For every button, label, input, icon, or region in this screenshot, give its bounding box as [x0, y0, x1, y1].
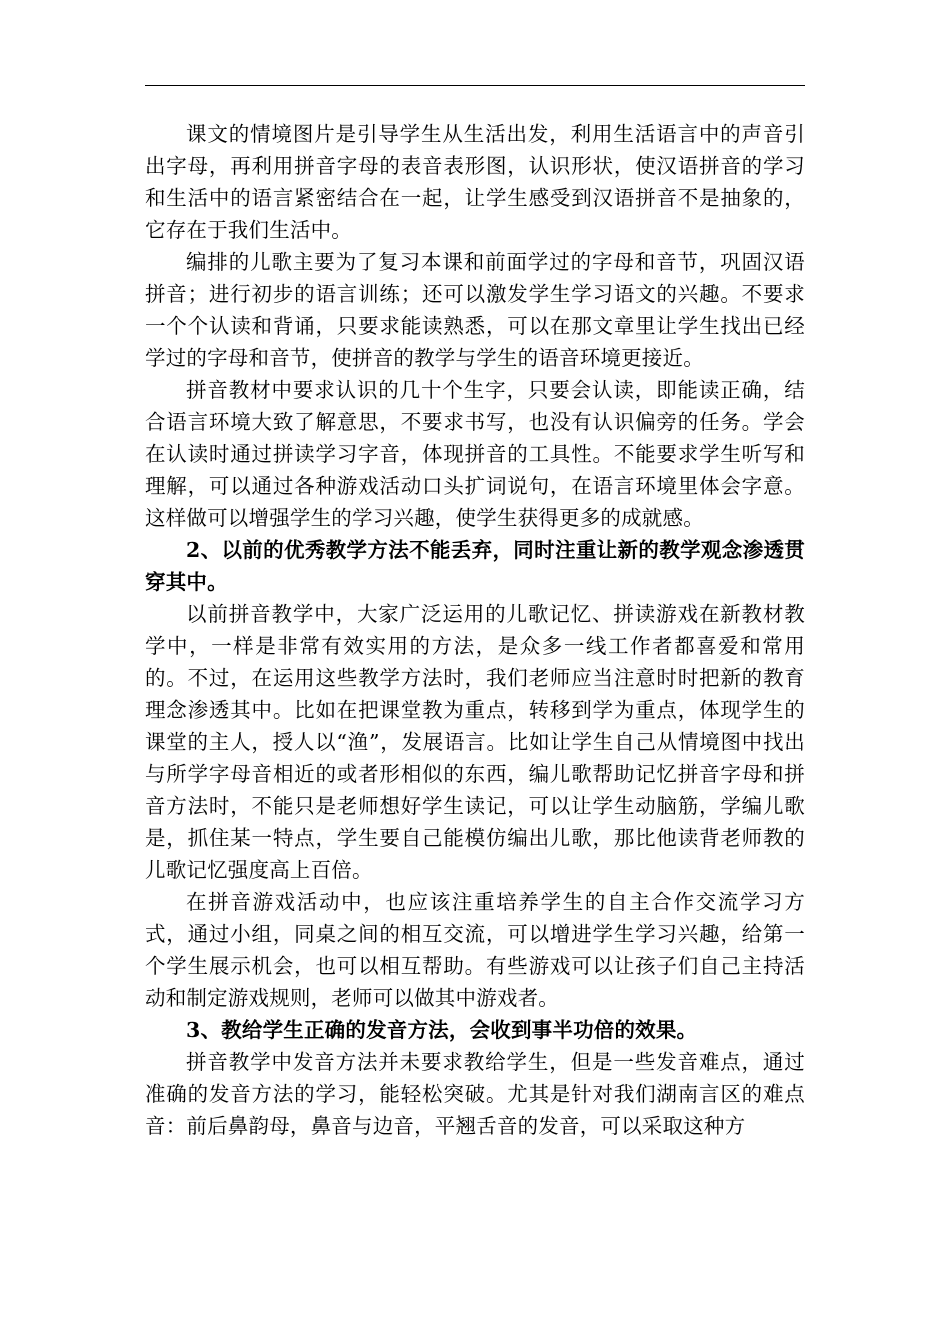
paragraph: 拼音教学中发音方法并未要求教给学生，但是一些发音难点，通过准确的发音方法的学习，能轻松突破。尤其是针对我们湖南言区的难点音：前后鼻韵母，鼻音与边音，平翘舌音的发音，可以采取这种方 [145, 1050, 805, 1138]
section-heading: 3、教给学生正确的发音方法，会收到事半功倍的效果。 [186, 1018, 698, 1042]
paragraph: 以前拼音教学中，大家广泛运用的儿歌记忆、拼读游戏在新教材教学中，一样是非常有效实用的方法，是众多一线工作者都喜爱和常用的。不过，在运用这些教学方法时，我们老师应当注意时时把新的教育理念渗透其中。比如在把课堂教为重点，转移到学为重点，体现学生的课堂的主人，授人以“渔”，发展语言。比如让学生自己从情境图中找出与所学字母音相近的或者形相似的东西，编儿歌帮助记忆拼音字母和拼音方法时，不能只是老师想好学生读记，可以让学生动脑筋，学编儿歌是，抓住某一特点，学生要自己能模仿编出儿歌，那比他读背老师教的儿歌记忆强度高上百倍。 [145, 602, 805, 882]
paragraph: 拼音教材中要求认识的几十个生字，只要会认读，即能读正确，结合语言环境大致了解意思，不要求书写，也没有认识偏旁的任务。学会在认读时通过拼读学习字音，体现拼音的工具性。不能要求学生听写和理解，可以通过各种游戏活动口头扩词说句，在语言环境里体会字意。这样做可以增强学生的学习兴趣，使学生获得更多的成就感。 [145, 378, 805, 530]
header-rule [145, 85, 805, 86]
paragraph: 编排的儿歌主要为了复习本课和前面学过的字母和音节，巩固汉语拼音；进行初步的语言训练；还可以激发学生学习语文的兴趣。不要求一个个认读和背诵，只要求能读熟悉，可以在那文章里让学生找出已经学过的字母和音节，使拼音的教学与学生的语音环境更接近。 [145, 250, 805, 370]
body-text [145, 118, 805, 1142]
paragraph: 课文的情境图片是引导学生从生活出发，利用生活语言中的声音引出字母，再利用拼音字母的表音表形图，认识形状，使汉语拼音的学习和生活中的语言紧密结合在一起，让学生感受到汉语拼音不是抽象的，它存在于我们生活中。 [145, 122, 805, 242]
paragraph: 在拼音游戏活动中，也应该注重培养学生的自主合作交流学习方式，通过小组，同桌之间的相互交流，可以增进学生学习兴趣，给第一个学生展示机会，也可以相互帮助。有些游戏可以让孩子们自己主持活动和制定游戏规则，老师可以做其中游戏者。 [145, 890, 805, 1010]
section-heading: 2、以前的优秀教学方法不能丢弃，同时注重让新的教学观念渗透贯穿其中。 [145, 538, 805, 594]
